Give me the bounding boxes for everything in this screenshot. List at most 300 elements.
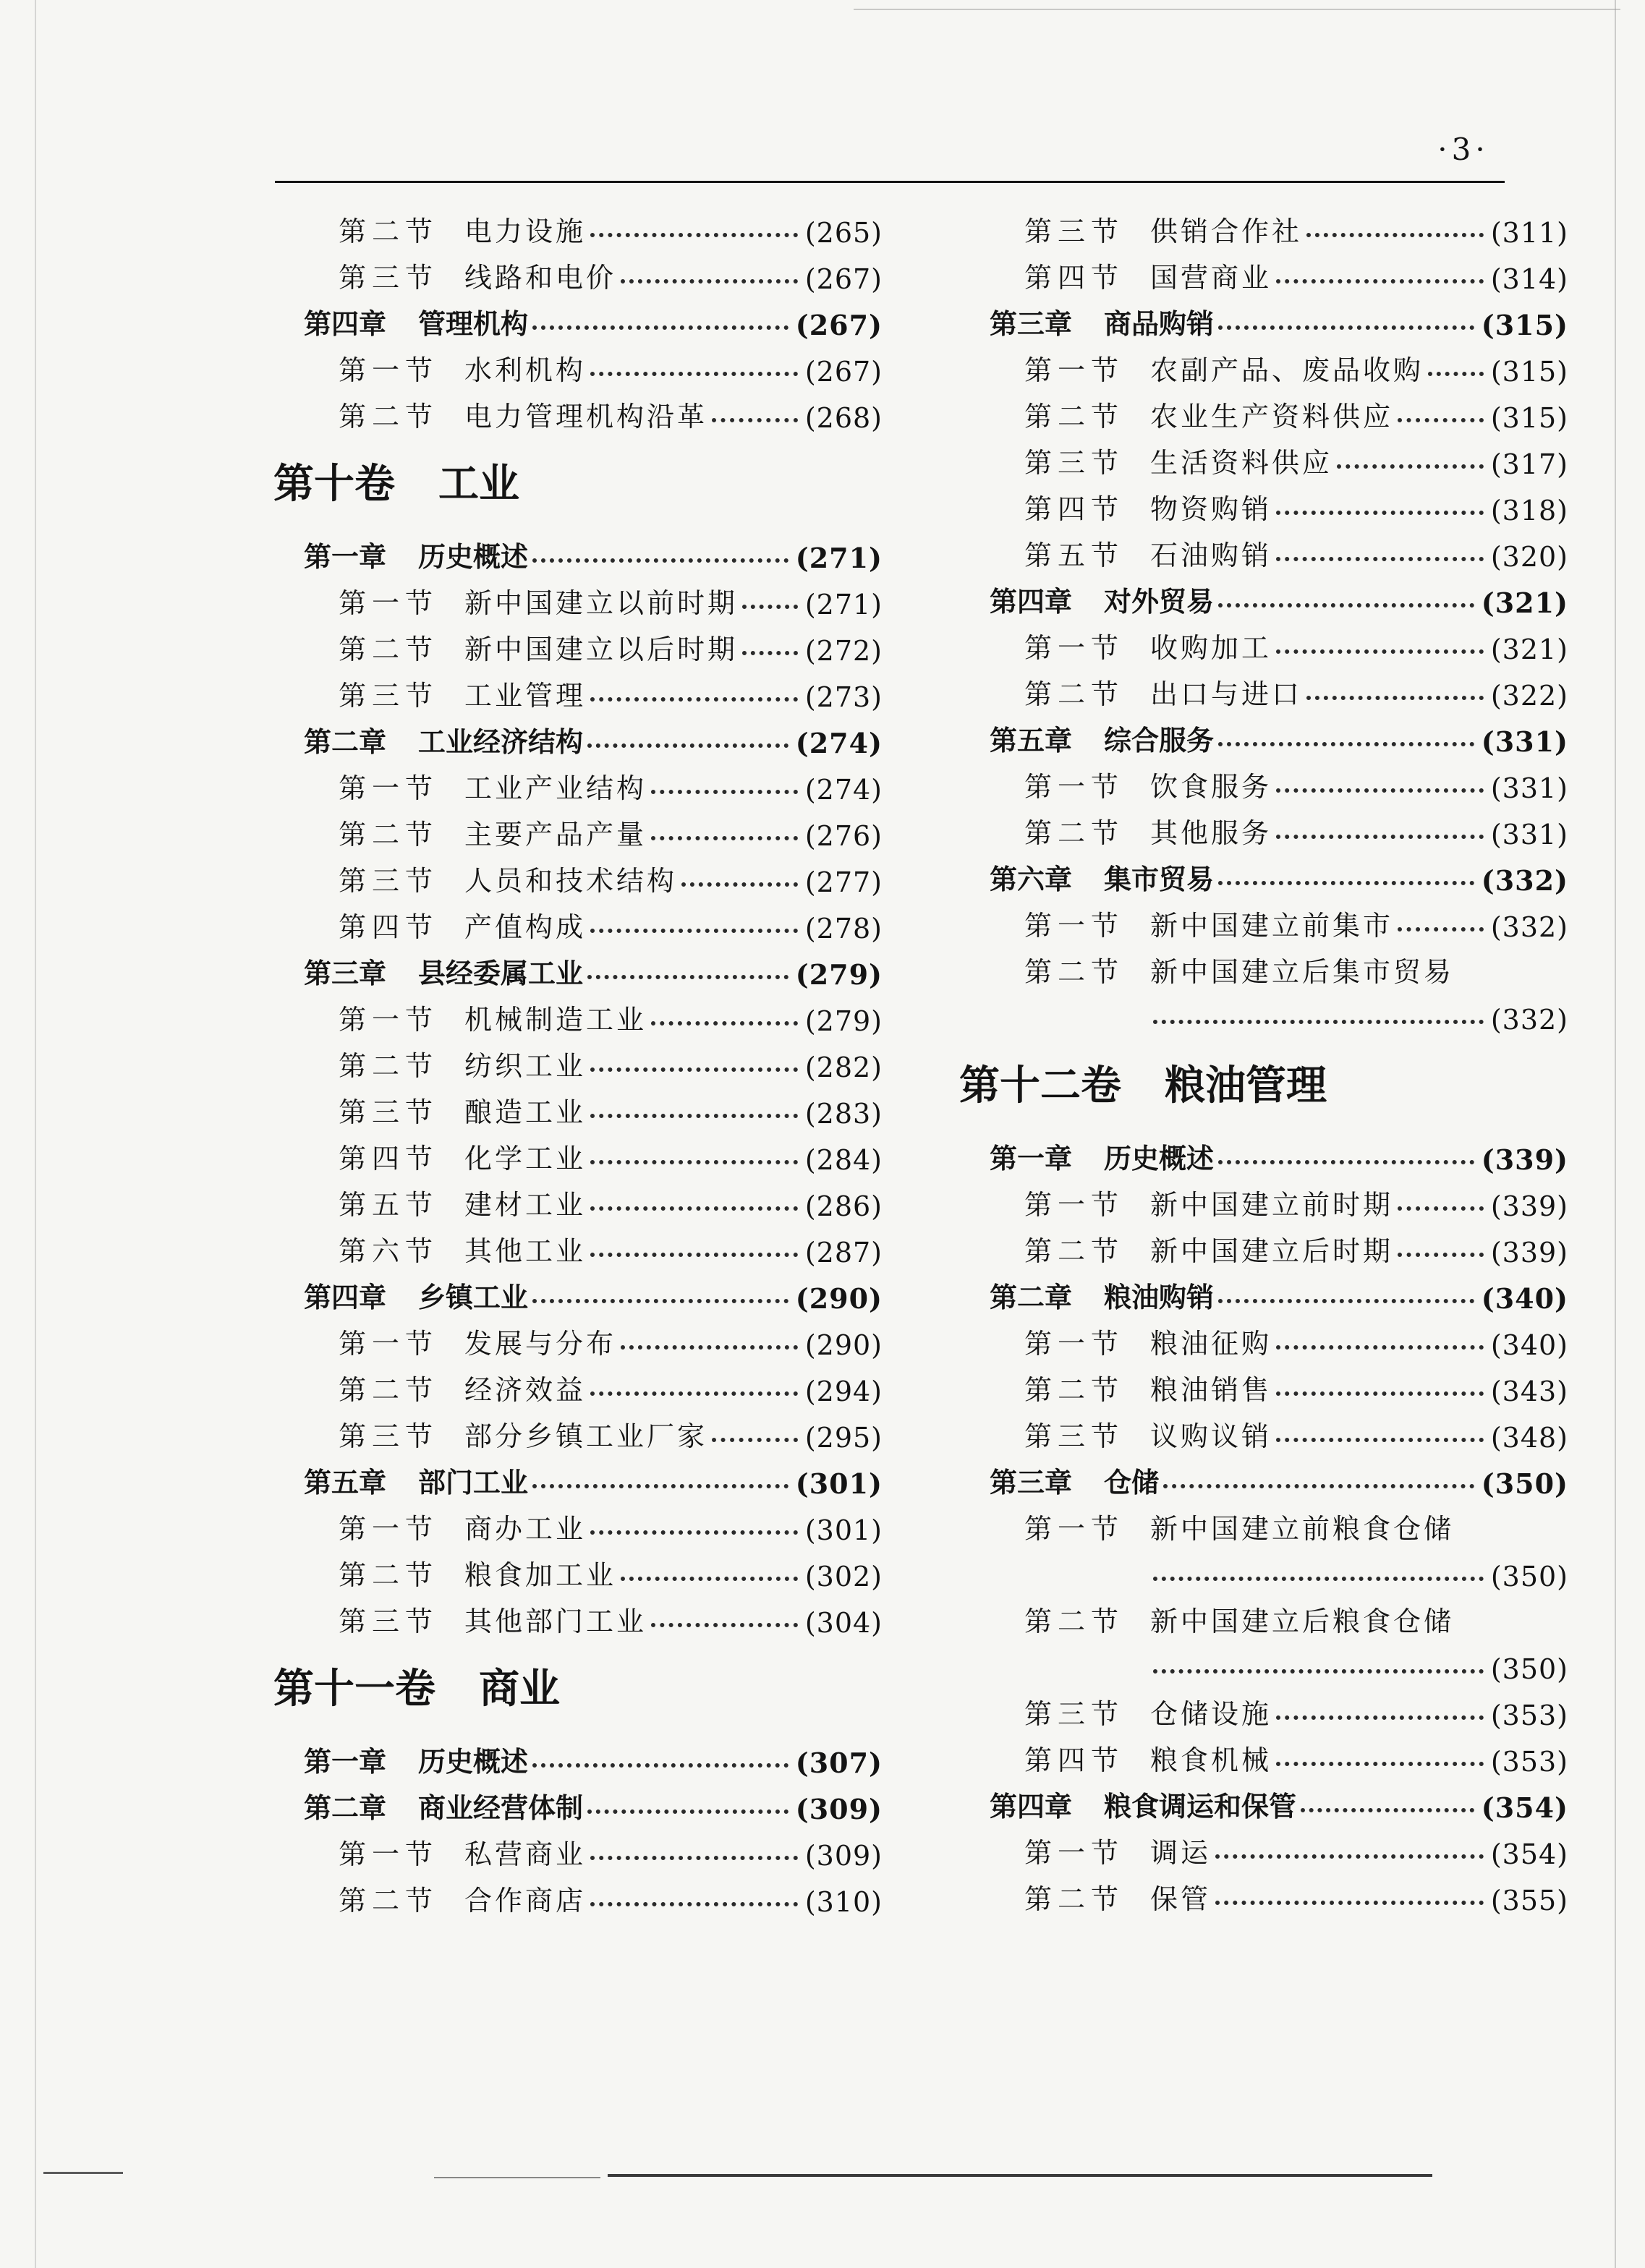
- entry-title: 供销合作社: [1150, 216, 1303, 247]
- entry-page: (279): [795, 958, 883, 991]
- toc-section-entry: [953, 758, 1568, 804]
- entry-number: 第一节: [339, 772, 439, 804]
- entry-page: (279): [804, 1005, 883, 1037]
- entry-number: 第二节: [1024, 1883, 1125, 1915]
- entry-number: 第三节: [339, 680, 439, 712]
- dot-leader: [742, 605, 798, 609]
- entry-page: (322): [1490, 680, 1568, 712]
- dot-leader: [621, 1577, 798, 1581]
- dot-leader: [1218, 1160, 1474, 1164]
- toc-section-entry: [268, 1593, 883, 1639]
- dot-leader: [1428, 372, 1484, 376]
- entry-page: (287): [804, 1237, 883, 1269]
- entry-number: 第二节: [339, 1050, 439, 1082]
- toc-section-entry: [268, 1546, 883, 1593]
- entry-title: 新中国建立前集市: [1150, 910, 1394, 942]
- entry-number: 第三章: [990, 307, 1073, 340]
- entry-title: 收购加工: [1150, 632, 1272, 664]
- dot-leader: [1276, 511, 1484, 515]
- toc-section-entry: [953, 897, 1568, 943]
- toc-chapter-entry: [953, 295, 1568, 341]
- entry-page: (309): [795, 1793, 883, 1825]
- entry-page: (340): [1481, 1282, 1568, 1315]
- entry-title: 仓储设施: [1150, 1698, 1272, 1730]
- entry-number: 第三节: [1024, 1420, 1125, 1452]
- entry-page: (315): [1481, 309, 1568, 341]
- dot-leader: [587, 975, 789, 979]
- entry-title: 国营商业: [1150, 262, 1272, 294]
- entry-page: (348): [1490, 1422, 1568, 1454]
- entry-title: 乡镇工业: [418, 1281, 529, 1313]
- entry-number: 第一节: [1024, 1837, 1125, 1869]
- dot-leader: [590, 372, 798, 376]
- entry-page: (309): [804, 1840, 883, 1872]
- entry-title: 历史概述: [1104, 1142, 1215, 1174]
- entry-number: 第三节: [1024, 1698, 1125, 1730]
- entry-number: 第二节: [1024, 1374, 1125, 1406]
- entry-title: 化学工业: [464, 1143, 587, 1174]
- toc-section-entry: [268, 388, 883, 434]
- dot-leader: [532, 1763, 789, 1768]
- dot-leader: [532, 325, 789, 330]
- toc-chapter-entry: [953, 1269, 1568, 1315]
- entry-title: 历史概述: [418, 540, 529, 573]
- entry-number: 第二节: [1024, 1235, 1125, 1267]
- entry-number: 第二节: [1024, 817, 1125, 849]
- entry-number: 第四节: [1024, 262, 1125, 294]
- dot-leader: [590, 233, 798, 237]
- toc-section-entry: [953, 202, 1568, 249]
- entry-title: 农副产品、废品收购: [1150, 354, 1424, 386]
- entry-page: (320): [1490, 541, 1568, 573]
- dot-leader: [1163, 1484, 1474, 1488]
- entry-number: 第二节: [339, 216, 439, 247]
- entry-page: (321): [1490, 634, 1568, 665]
- entry-page: (267): [804, 263, 883, 295]
- entry-page: (350): [1481, 1467, 1568, 1500]
- entry-title: 水利机构: [464, 354, 587, 386]
- dot-leader: [621, 279, 798, 284]
- entry-number: 第三章: [304, 957, 387, 989]
- entry-number: 第二章: [304, 1791, 387, 1824]
- toc-section-entry: [953, 1407, 1568, 1454]
- dot-leader: [651, 790, 798, 794]
- entry-page: (277): [804, 866, 883, 898]
- toc-section-entry: [268, 759, 883, 806]
- entry-number: 第二节: [339, 634, 439, 665]
- entry-page: (284): [804, 1144, 883, 1176]
- entry-page: (290): [804, 1329, 883, 1361]
- page-number: ·3·: [1437, 132, 1489, 167]
- toc-chapter-entry: [953, 1130, 1568, 1176]
- entry-page: (332): [1490, 911, 1568, 943]
- entry-page: (307): [795, 1747, 883, 1779]
- dot-leader: [590, 1253, 798, 1257]
- toc-chapter-entry: [953, 1778, 1568, 1824]
- dot-leader: [712, 418, 798, 422]
- dot-leader: [1301, 1808, 1474, 1812]
- toc-section-entry: [268, 667, 883, 713]
- entry-title: 物资购销: [1150, 493, 1272, 525]
- entry-title: 酿造工业: [464, 1096, 587, 1128]
- toc-section-entry: [953, 1824, 1568, 1870]
- entry-number: 第二节: [1024, 1606, 1125, 1637]
- toc-volume-heading: [268, 434, 883, 528]
- entry-page: (283): [804, 1098, 883, 1130]
- dot-leader: [1276, 788, 1484, 793]
- footer-scan-mark: [43, 2172, 123, 2174]
- entry-page: (301): [795, 1467, 883, 1500]
- entry-title: 人员和技术结构: [464, 865, 678, 897]
- entry-number: 第三节: [339, 262, 439, 294]
- entry-page: (314): [1490, 263, 1568, 295]
- footer-scan-mark: [434, 2177, 600, 2178]
- entry-number: 第二章: [304, 725, 387, 758]
- dot-leader: [532, 558, 789, 563]
- entry-number: 第二章: [990, 1281, 1073, 1313]
- entry-title: 集市贸易: [1104, 863, 1215, 895]
- toc-section-entry: [953, 1222, 1568, 1269]
- dot-leader: [621, 1345, 798, 1350]
- volume-title: 商业: [479, 1665, 560, 1713]
- toc-chapter-entry: [268, 1269, 883, 1315]
- entry-number: 第二节: [339, 1885, 439, 1917]
- toc-section-entry: [268, 249, 883, 295]
- entry-title: 新中国建立前粮食仓储: [1150, 1513, 1455, 1545]
- entry-title: 商品购销: [1104, 307, 1215, 340]
- entry-number: 第三节: [339, 1420, 439, 1452]
- toc-section-entry: [268, 1825, 883, 1872]
- dot-leader: [712, 1438, 798, 1442]
- footer-rule: [608, 2174, 1432, 2177]
- entry-page: (343): [1490, 1376, 1568, 1407]
- entry-page: (339): [1481, 1143, 1568, 1176]
- toc-section-entry: [953, 804, 1568, 850]
- dot-leader: [590, 1902, 798, 1906]
- entry-number: 第三节: [1024, 447, 1125, 479]
- toc-section-entry: [268, 1083, 883, 1130]
- toc-section-entry: [953, 388, 1568, 434]
- entry-title: 线路和电价: [464, 262, 617, 294]
- entry-page: (331): [1490, 819, 1568, 850]
- toc-section-entry: [268, 341, 883, 388]
- dot-leader: [1276, 1715, 1484, 1720]
- toc-volume-heading: [268, 1639, 883, 1733]
- dot-leader: [1276, 1438, 1484, 1442]
- entry-number: 第四节: [1024, 1744, 1125, 1776]
- toc-chapter-entry: [268, 1454, 883, 1500]
- entry-title: 工业管理: [464, 680, 587, 712]
- entry-number: 第一节: [1024, 632, 1125, 664]
- entry-number: 第二节: [339, 819, 439, 850]
- entry-number: 第一节: [339, 587, 439, 619]
- entry-title: 商业经营体制: [418, 1791, 584, 1824]
- toc-section-entry: [268, 1872, 883, 1918]
- entry-page: (272): [804, 635, 883, 667]
- dot-leader: [1153, 1577, 1484, 1581]
- entry-title: 新中国建立以前时期: [464, 587, 739, 619]
- entry-number: 第五章: [304, 1466, 387, 1498]
- dot-leader: [1218, 603, 1474, 608]
- entry-number: 第四节: [1024, 493, 1125, 525]
- entry-page: (302): [804, 1561, 883, 1593]
- entry-title: 发展与分布: [464, 1328, 617, 1360]
- entry-page: (282): [804, 1052, 883, 1083]
- entry-number: 第三节: [339, 1096, 439, 1128]
- entry-page: (294): [804, 1376, 883, 1407]
- entry-title: 电力管理机构沿革: [464, 401, 708, 432]
- toc-section-entry: [953, 341, 1568, 388]
- entry-title: 农业生产资料供应: [1150, 401, 1394, 432]
- entry-page: (273): [804, 681, 883, 713]
- entry-number: 第一节: [1024, 354, 1125, 386]
- dot-leader: [587, 1809, 789, 1814]
- entry-page: (265): [804, 217, 883, 249]
- entry-title: 建材工业: [464, 1189, 587, 1221]
- entry-number: 第一章: [304, 1745, 387, 1778]
- entry-number: 第一节: [339, 1838, 439, 1870]
- toc-section-entry: [953, 665, 1568, 712]
- entry-page: (274): [804, 774, 883, 806]
- entry-title: 新中国建立后粮食仓储: [1150, 1606, 1455, 1637]
- entry-page: (278): [804, 913, 883, 945]
- toc-section-entry: [953, 1593, 1568, 1639]
- toc-section-entry: [268, 991, 883, 1037]
- toc-section-entry: [953, 1685, 1568, 1731]
- toc-section-entry: [268, 1222, 883, 1269]
- entry-page: (332): [1481, 864, 1568, 897]
- entry-number: 第一节: [339, 1004, 439, 1036]
- entry-number: 第三节: [339, 1606, 439, 1637]
- toc-chapter-entry: [953, 573, 1568, 619]
- entry-title: 商办工业: [464, 1513, 587, 1545]
- entry-number: 第五节: [339, 1189, 439, 1221]
- toc-section-entry: [953, 1361, 1568, 1407]
- entry-title: 粮食机械: [1150, 1744, 1272, 1776]
- entry-title: 粮油购销: [1104, 1281, 1215, 1313]
- entry-page: (317): [1490, 448, 1568, 480]
- volume-number: 第十一卷: [273, 1665, 435, 1713]
- toc-section-entry: [953, 526, 1568, 573]
- dot-leader: [1398, 1253, 1484, 1257]
- entry-page: (276): [804, 820, 883, 852]
- entry-page: (274): [795, 727, 883, 759]
- entry-page: (321): [1481, 587, 1568, 619]
- entry-page: (339): [1490, 1237, 1568, 1269]
- entry-number: 第三章: [990, 1466, 1073, 1498]
- toc-section-entry: [268, 806, 883, 852]
- entry-page: (340): [1490, 1329, 1568, 1361]
- dot-leader: [590, 1160, 798, 1164]
- entry-title: 工业产业结构: [464, 772, 647, 804]
- toc-section-entry: [953, 943, 1568, 989]
- entry-page: (354): [1481, 1791, 1568, 1824]
- entry-number: 第一节: [1024, 1513, 1125, 1545]
- dot-leader: [1398, 418, 1484, 422]
- dot-leader: [1153, 1669, 1484, 1674]
- dot-leader: [1306, 696, 1484, 700]
- entry-title: 出口与进口: [1150, 678, 1303, 710]
- entry-number: 第二节: [1024, 678, 1125, 710]
- entry-title: 部门工业: [418, 1466, 529, 1498]
- entry-page: (286): [804, 1190, 883, 1222]
- dot-leader: [590, 697, 798, 702]
- entry-title: 产值构成: [464, 911, 587, 943]
- scan-edge-right: [1615, 0, 1616, 2268]
- toc-section-entry: [953, 1870, 1568, 1917]
- entry-title: 对外贸易: [1104, 585, 1215, 618]
- header-rule: [275, 181, 1505, 183]
- entry-title: 生活资料供应: [1150, 447, 1333, 479]
- dot-leader: [587, 743, 789, 748]
- toc-chapter-entry: [268, 1733, 883, 1779]
- toc-section-entry: [268, 1500, 883, 1546]
- dot-leader: [1218, 742, 1474, 746]
- dot-leader: [590, 1530, 798, 1535]
- entry-title: 石油购销: [1150, 540, 1272, 571]
- entry-number: 第四章: [990, 585, 1073, 618]
- entry-title: 调运: [1150, 1837, 1212, 1869]
- dot-leader: [1218, 325, 1474, 330]
- dot-leader: [1218, 881, 1474, 885]
- entry-page: (315): [1490, 402, 1568, 434]
- entry-number: 第三节: [1024, 216, 1125, 247]
- dot-leader: [1153, 1020, 1484, 1024]
- entry-title: 粮食加工业: [464, 1559, 617, 1591]
- toc-chapter-entry: [268, 295, 883, 341]
- entry-title: 电力设施: [464, 216, 587, 247]
- dot-leader: [590, 1206, 798, 1211]
- entry-number: 第四节: [339, 911, 439, 943]
- entry-number: 第一节: [339, 1328, 439, 1360]
- entry-number: 第四章: [990, 1790, 1073, 1822]
- entry-number: 第五章: [990, 724, 1073, 756]
- entry-page: (267): [795, 309, 883, 341]
- toc-section-entry-continuation: [953, 989, 1568, 1036]
- entry-title: 主要产品产量: [464, 819, 647, 850]
- entry-number: 第二节: [1024, 956, 1125, 988]
- entry-page: (331): [1490, 772, 1568, 804]
- dot-leader: [1276, 279, 1484, 284]
- entry-page: (353): [1490, 1746, 1568, 1778]
- entry-title: 私营商业: [464, 1838, 587, 1870]
- entry-page: (350): [1490, 1653, 1568, 1685]
- entry-title: 仓储: [1104, 1466, 1160, 1498]
- entry-page: (295): [804, 1422, 883, 1454]
- toc-chapter-entry: [953, 1454, 1568, 1500]
- entry-page: (271): [795, 542, 883, 574]
- entry-number: 第一节: [339, 354, 439, 386]
- entry-title: 其他工业: [464, 1235, 587, 1267]
- entry-number: 第二节: [339, 1374, 439, 1406]
- entry-title: 县经委属工业: [418, 957, 584, 989]
- entry-number: 第三节: [339, 865, 439, 897]
- entry-title: 保管: [1150, 1883, 1212, 1915]
- toc-section-entry: [268, 621, 883, 667]
- entry-title: 机械制造工业: [464, 1004, 647, 1036]
- entry-page: (304): [804, 1607, 883, 1639]
- entry-title: 管理机构: [418, 307, 529, 340]
- dot-leader: [651, 1021, 798, 1026]
- dot-leader: [532, 1299, 789, 1303]
- toc-chapter-entry: [953, 850, 1568, 897]
- dot-leader: [1306, 233, 1484, 237]
- entry-page: (301): [804, 1514, 883, 1546]
- toc-section-entry-continuation: [953, 1639, 1568, 1685]
- entry-number: 第四章: [304, 1281, 387, 1313]
- entry-page: (331): [1481, 725, 1568, 758]
- entry-page: (354): [1490, 1838, 1568, 1870]
- entry-number: 第二节: [339, 401, 439, 432]
- entry-number: 第二节: [1024, 401, 1125, 432]
- entry-title: 纺织工业: [464, 1050, 587, 1082]
- toc-section-entry: [953, 480, 1568, 526]
- entry-title: 综合服务: [1104, 724, 1215, 756]
- toc-chapter-entry: [268, 1779, 883, 1825]
- dot-leader: [651, 836, 798, 840]
- entry-number: 第一章: [990, 1142, 1073, 1174]
- entry-title: 经济效益: [464, 1374, 587, 1406]
- toc-section-entry: [953, 1500, 1568, 1546]
- entry-page: (355): [1490, 1885, 1568, 1917]
- toc-section-entry: [268, 1361, 883, 1407]
- entry-title: 粮油征购: [1150, 1328, 1272, 1360]
- entry-title: 其他部门工业: [464, 1606, 647, 1637]
- entry-page: (318): [1490, 495, 1568, 526]
- dot-leader: [742, 651, 798, 655]
- dot-leader: [1276, 557, 1484, 561]
- entry-title: 部分乡镇工业厂家: [464, 1420, 708, 1452]
- volume-number: 第十卷: [273, 460, 395, 508]
- entry-number: 第一章: [304, 540, 387, 573]
- entry-title: 新中国建立后集市贸易: [1150, 956, 1455, 988]
- dot-leader: [590, 1114, 798, 1118]
- dot-leader: [1276, 1762, 1484, 1766]
- dot-leader: [1276, 835, 1484, 839]
- toc-chapter-entry: [953, 712, 1568, 758]
- entry-title: 新中国建立前时期: [1150, 1189, 1394, 1221]
- dot-leader: [651, 1623, 798, 1627]
- entry-number: 第四章: [304, 307, 387, 340]
- toc-chapter-entry: [268, 528, 883, 574]
- toc-section-entry-continuation: [953, 1546, 1568, 1593]
- toc-section-entry: [953, 619, 1568, 665]
- entry-title: 历史概述: [418, 1745, 529, 1778]
- dot-leader: [1276, 1391, 1484, 1396]
- dot-leader: [1276, 1345, 1484, 1350]
- dot-leader: [532, 1484, 789, 1488]
- dot-leader: [1398, 927, 1484, 932]
- entry-number: 第六章: [990, 863, 1073, 895]
- entry-number: 第一节: [1024, 1189, 1125, 1221]
- entry-page: (339): [1490, 1190, 1568, 1222]
- scan-edge-top: [854, 9, 1620, 10]
- dot-leader: [1337, 464, 1484, 469]
- entry-title: 其他服务: [1150, 817, 1272, 849]
- toc-chapter-entry: [268, 713, 883, 759]
- entry-title: 粮油销售: [1150, 1374, 1272, 1406]
- entry-page: (315): [1490, 356, 1568, 388]
- entry-title: 新中国建立以后时期: [464, 634, 739, 665]
- entry-number: 第四节: [339, 1143, 439, 1174]
- toc-section-entry: [268, 1407, 883, 1454]
- dot-leader: [1398, 1206, 1484, 1211]
- dot-leader: [681, 882, 798, 887]
- dot-leader: [590, 1856, 798, 1860]
- toc-left-column: [268, 202, 883, 1918]
- toc-section-entry: [268, 1176, 883, 1222]
- dot-leader: [1215, 1901, 1484, 1905]
